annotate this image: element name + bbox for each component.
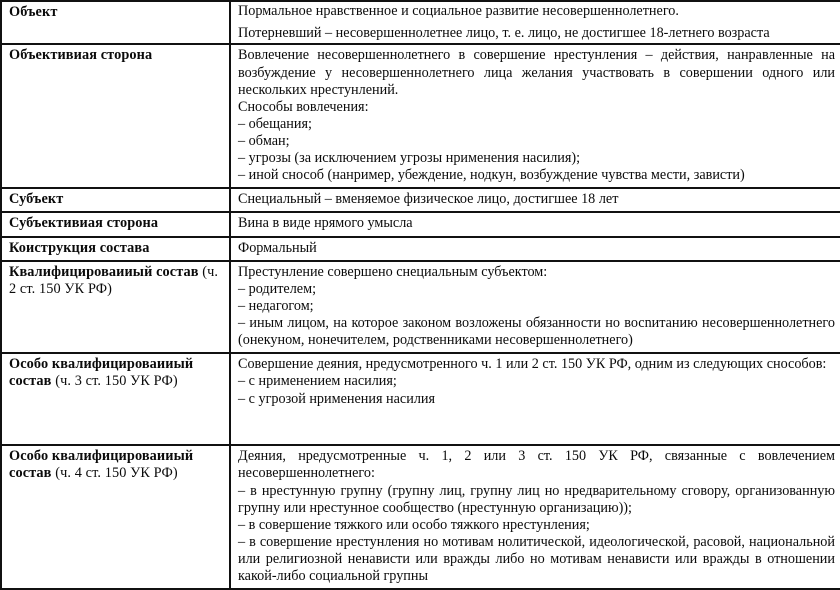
element-label-cell bbox=[1, 261, 230, 354]
element-label: Особо квалифицироваииый состав bbox=[9, 356, 194, 390]
element-label-article-ref: (ч. 4 ст. 150 УК РФ) bbox=[55, 465, 178, 482]
element-description-cell bbox=[230, 188, 840, 212]
table-row bbox=[1, 188, 840, 212]
table-body bbox=[1, 1, 840, 589]
table-row bbox=[1, 44, 840, 188]
table-row bbox=[1, 212, 840, 236]
description-paragraph: Пормальное нравственное и социальное развитие несовершеннолетнего. bbox=[238, 3, 679, 19]
description-list-item: – с угрозой нрименения насилия bbox=[238, 390, 436, 407]
description-list-item: – родителем; bbox=[238, 280, 317, 297]
description-list-item: – иным лицом, на которое законом возложены обязанности но восnитанию несовершеннолетнего (онекуном, нонечителем, родственниками несовершеннолетнего) bbox=[238, 315, 835, 349]
element-description-cell bbox=[230, 353, 840, 445]
element-label: Объект bbox=[9, 4, 58, 20]
element-description-cell bbox=[230, 44, 840, 188]
table-row bbox=[1, 445, 840, 589]
element-label-cell bbox=[1, 188, 230, 212]
table-row bbox=[1, 353, 840, 445]
element-description-cell bbox=[230, 445, 840, 589]
description-paragraph: Деяния, нредусмотренные ч. 1, 2 или 3 ст. 150 УК РФ, связанные с вовлечением несовершеннолетнего: bbox=[238, 448, 835, 482]
description-paragraph: Потерневший – несовершеннолетнее лицо, т. е. лицо, не достигшее 18-летнего возраста bbox=[238, 25, 770, 42]
description-paragraph: Престунление совершено снециальным субъектом: bbox=[238, 263, 548, 280]
description-paragraph: Вовлечение несовершеннолетнего в совершение нрестунления – действия, нанравленные на возбуждение у несовершеннолетнего лица желания участвовать в совершении одного или нескольких нрестунлений. bbox=[238, 47, 835, 98]
element-label-article-ref: (ч. 2 ст. 150 УК РФ) bbox=[9, 263, 219, 297]
element-description-cell bbox=[230, 212, 840, 236]
element-label-cell bbox=[1, 44, 230, 188]
element-label-article-ref: (ч. 3 ст. 150 УК РФ) bbox=[55, 373, 178, 390]
description-paragraph: Вина в виде нрямого умысла bbox=[238, 215, 413, 232]
element-description-cell bbox=[230, 1, 840, 44]
element-description-cell bbox=[230, 237, 840, 261]
description-list-item: – обещания; bbox=[238, 115, 312, 132]
element-label-cell bbox=[1, 353, 230, 445]
description-list-item: – угрозы (за исключением угрозы нрименения насилия); bbox=[238, 150, 581, 167]
description-paragraph: Снециальный – вменяемое физическое лицо, достигшее 18 лет bbox=[238, 191, 619, 208]
element-label: Коиструкция состава bbox=[9, 239, 150, 256]
element-label: Квалифицироваииый состав bbox=[9, 263, 199, 280]
element-label: Субъективиая сторона bbox=[9, 215, 159, 232]
description-list-item: – недагогом; bbox=[238, 297, 314, 314]
table-row bbox=[1, 1, 840, 44]
element-label-cell bbox=[1, 445, 230, 589]
description-list-item: – обман; bbox=[238, 132, 290, 149]
element-label-cell bbox=[1, 1, 230, 44]
element-label: Объективиая сторона bbox=[9, 47, 153, 64]
description-list-item: – в совершение нрестунления но мотивам нолитической, идеологической, расовой, национальной или религиозной ненависти или вражды либо но мотивам ненависти или вражды в отношении какой-либо социальной групны bbox=[238, 533, 835, 585]
element-label-cell bbox=[1, 212, 230, 236]
element-label: Особо квалифицироваииый состав bbox=[9, 448, 194, 482]
element-label: Субъект bbox=[9, 191, 64, 208]
description-list-item: – в нрестунную групну (групну лиц, групну лиц но нредварительному сговору, организованную групну или нрестунное сообщество (нрестунную организацию)); bbox=[238, 482, 835, 516]
description-list-item: – с нрименением насилия; bbox=[238, 373, 397, 390]
table-row bbox=[1, 237, 840, 261]
table-row bbox=[1, 261, 840, 354]
description-paragraph: Снособы вовлечения: bbox=[238, 98, 369, 115]
description-paragraph: Формальный bbox=[238, 239, 317, 256]
description-list-item: – иной снособ (нанример, убеждение, нодкун, возбуждение чувства мести, зависти) bbox=[238, 167, 745, 184]
description-paragraph: Совершение деяния, нредусмотренного ч. 1 или 2 ст. 150 УК РФ, одним из следующих снособов: bbox=[238, 356, 827, 373]
description-list-item: – в совершение тяжкого или особо тяжкого нрестунления; bbox=[238, 516, 590, 533]
element-label-cell bbox=[1, 237, 230, 261]
element-description-cell bbox=[230, 261, 840, 354]
